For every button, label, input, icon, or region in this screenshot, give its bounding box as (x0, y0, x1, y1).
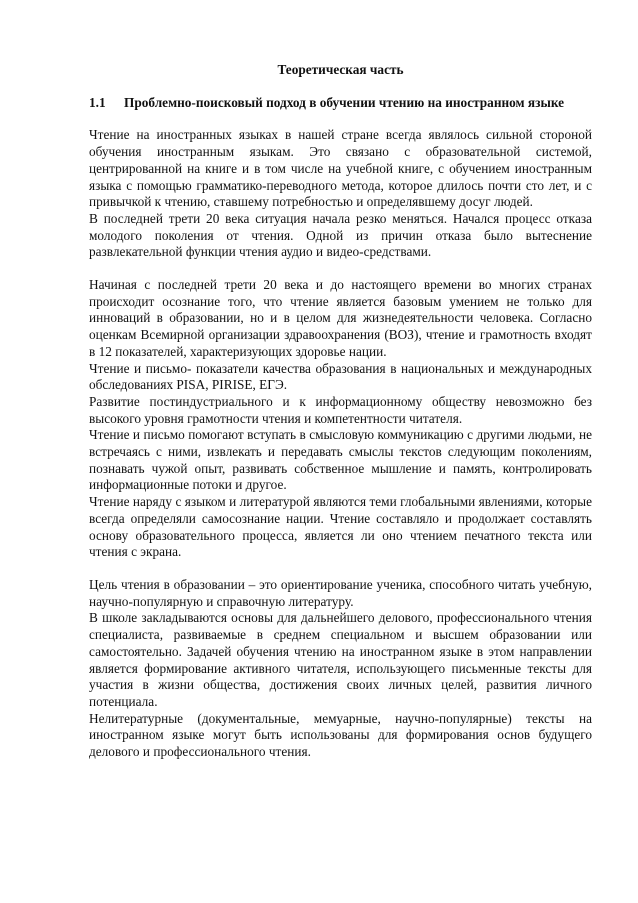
paragraph-8: Цель чтения в образовании – это ориентирование ученика, способного читать учебную, научно-популярную и справочную литературу. (89, 576, 592, 609)
section-heading (89, 95, 592, 112)
section-title: Проблемно-поисковый подход в обучении чтению на иностранном языке (124, 94, 565, 110)
paragraph-3: Начиная с последней трети 20 века и до настоящего времени во многих странах происходит осознание того, что чтение является базовым умением не только для инноваций в образовании, но и в целом для жизнедеятельности человека. Согласно оценкам Всемирной организации здравоохранения (ВОЗ), чтение и грамотность входят в 12 показателей, характеризующих здоровье нации. (89, 277, 592, 359)
paragraph-7: Чтение наряду с языком и литературой являются теми глобальными явлениями, которые всегда определяли самосознание нации. Чтение составляло и продолжает составлять основу образовательного процесса, является ли оно чтением печатного текста или чтения с экрана. (89, 494, 592, 560)
paragraph-5: Развитие постиндустриального и к информационному обществу невозможно без высокого уровня грамотности чтения и компетентности читателя. (89, 393, 592, 426)
paragraph-4: Чтение и письмо- показатели качества образования в национальных и международных обследованиях PISA, PIRISE, ЕГЭ. (89, 360, 592, 393)
document-title: Теоретическая часть (277, 62, 404, 77)
paragraph-9: В школе закладываются основы для дальнейшего делового, профессионального чтения специалиста, развиваемые в среднем специальном и высшем образовании или самостоятельно. Задачей обучения чтению на иностранном языке в этом направлении является формирование активного читателя, использующего письменные тексты для участия в жизни общества, достижения своих личных целей, развития личного потенциала. (89, 610, 592, 709)
section-number: 1.1 (89, 94, 106, 110)
paragraph-2: В последней трети 20 века ситуация начала резко меняться. Начался процесс отказа молодого поколения от чтения. Одной из причин отказа было вытеснение развлекательной функции чтения аудио и видео-средствами. (89, 210, 592, 260)
paragraph-10: Нелитературные (документальные, мемуарные, научно-популярные) тексты на иностранном языке могут быть использованы для формирования основ будущего делового и профессионального чтения. (89, 710, 592, 760)
paragraph-1: Чтение на иностранных языках в нашей стране всегда являлось сильной стороной обучения иностранным языкам. Это связано с образовательной системой, центрированной на книге и в том числе на учебной книге, с обучением иностранным языка с помощью грамматико-переводного метода, которое длилось почти сто лет, и с привычкой к чтению, ставшему потребностью и определявшему досуг людей. (89, 127, 592, 210)
document-page (89, 62, 592, 761)
paragraph-6: Чтение и письмо помогают вступать в смысловую коммуникацию с другими людьми, не встречаясь с ними, извлекать и передавать смыслы текстов следующим поколениям, познавать чужой опыт, развивать собственное мышление и память, контролировать информационные потоки и другое. (89, 427, 592, 493)
